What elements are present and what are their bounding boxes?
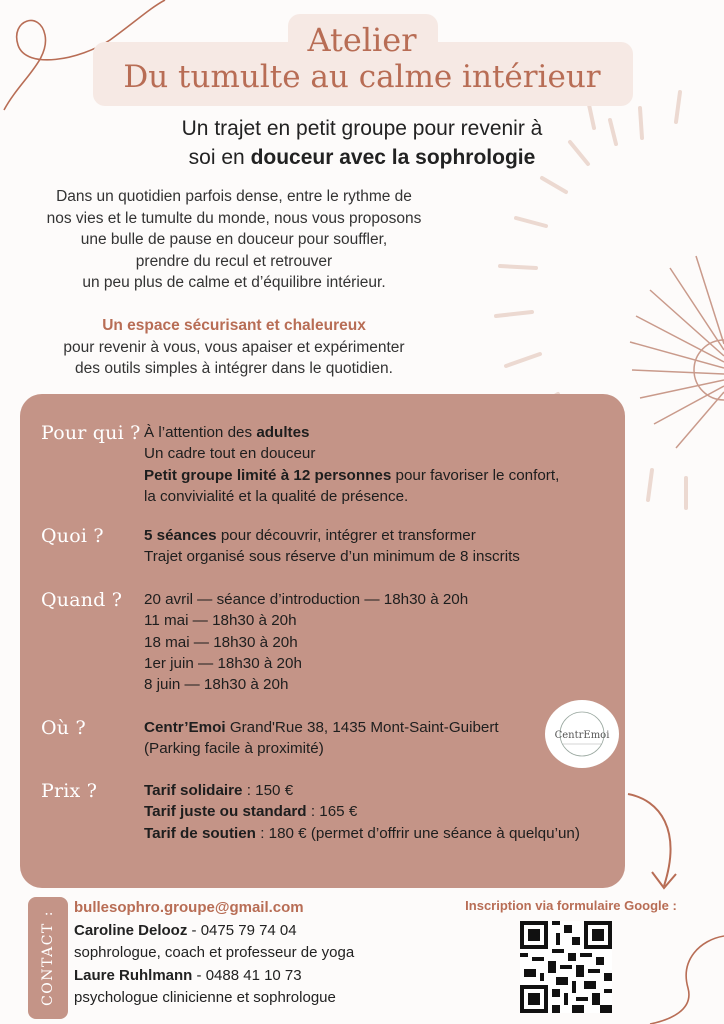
person1-name: Caroline Delooz xyxy=(74,921,188,939)
date-item: 18 mai — 18h30 à 20h xyxy=(144,633,298,651)
centremoi-logo xyxy=(545,700,619,768)
date-item: 1er juin — 18h30 à 20h xyxy=(144,654,302,672)
contact-email[interactable]: bullesophro.groupe@gmail.com xyxy=(74,899,304,916)
info-card: Pour qui ? À l’attention des adultes Un cadre tout en douceur Petit groupe limité à 12 personnes pour favoriser le confort, la convivialité et la qualité de présence. Quoi ? 5 séances pour découvrir, intégrer et transformer Trajet organisé sous réserve d’un minimum de 8 inscrits Quand ? 20 avril — séance d’introduction — 18h30 à 20h 11 mai — 18h30 à 20h 18 mai — 18h30 à 20h 1er juin — 18h30 à 20h 8 juin — 18h30 à 20h Où ? Centr’Emoi Grand'Rue 38, 1435 Mont-Saint-Guibert (Parking facile à proximité) Prix ? Tarif solidaire : 150 € Tarif juste ou standard : 165 € Tarif de soutien : 180 € (permet d’offrir une séance à quelqu’un) xyxy=(20,394,625,888)
arrow-decoration xyxy=(620,790,700,900)
page-title: Du tumulte au calme intérieur xyxy=(123,59,601,95)
date-item: 11 mai — 18h30 à 20h xyxy=(144,612,297,630)
safe-space-paragraph: Un espace sécurisant et chaleureux pour revenir à vous, vous apaiser et expérimenter des outils simples à intégrer dans le quotidien. xyxy=(63,317,405,377)
label-quand: Quand ? xyxy=(41,589,123,611)
person2-role: psychologue clinicienne et sophrologue xyxy=(74,989,336,1006)
label-ou: Où ? xyxy=(41,717,86,739)
swirl-bottom-right-decoration xyxy=(640,930,724,1024)
logo-circle-icon xyxy=(545,700,619,768)
person1-role: sophrologue, coach et professeur de yoga xyxy=(74,944,355,961)
person2-phone[interactable]: - 0488 41 10 73 xyxy=(196,966,302,984)
date-item: 20 avril — séance d’introduction — 18h30 à 20h xyxy=(144,591,469,608)
title-atelier: Atelier xyxy=(307,21,417,59)
contact-label: CONTACT : xyxy=(40,910,56,1006)
registration-label: Inscription via formulaire Google : xyxy=(465,898,677,913)
date-item: 8 juin — 18h30 à 20h xyxy=(144,676,289,694)
label-quoi: Quoi ? xyxy=(41,525,104,547)
label-pour-qui: Pour qui ? xyxy=(41,422,141,444)
person2-name: Laure Ruhlmann xyxy=(74,966,193,984)
svg-text:CentrEmoi: CentrEmoi xyxy=(554,730,610,741)
intro-paragraph: Dans un quotidien parfois dense, entre le rythme de nos vies et le tumulte du monde, nous vous proposons une bulle de pause en douceur pour souffler, prendre du recul et retrouver un peu plus de calme et d’équilibre intérieur. xyxy=(46,188,422,291)
label-prix: Prix ? xyxy=(41,780,98,802)
person1-phone[interactable]: - 0475 79 74 04 xyxy=(191,921,297,939)
qr-code-icon[interactable] xyxy=(520,921,612,1013)
subtitle: Un trajet en petit groupe pour revenir à soi en douceur avec la sophrologie xyxy=(181,117,543,169)
contact-block xyxy=(74,897,434,1010)
